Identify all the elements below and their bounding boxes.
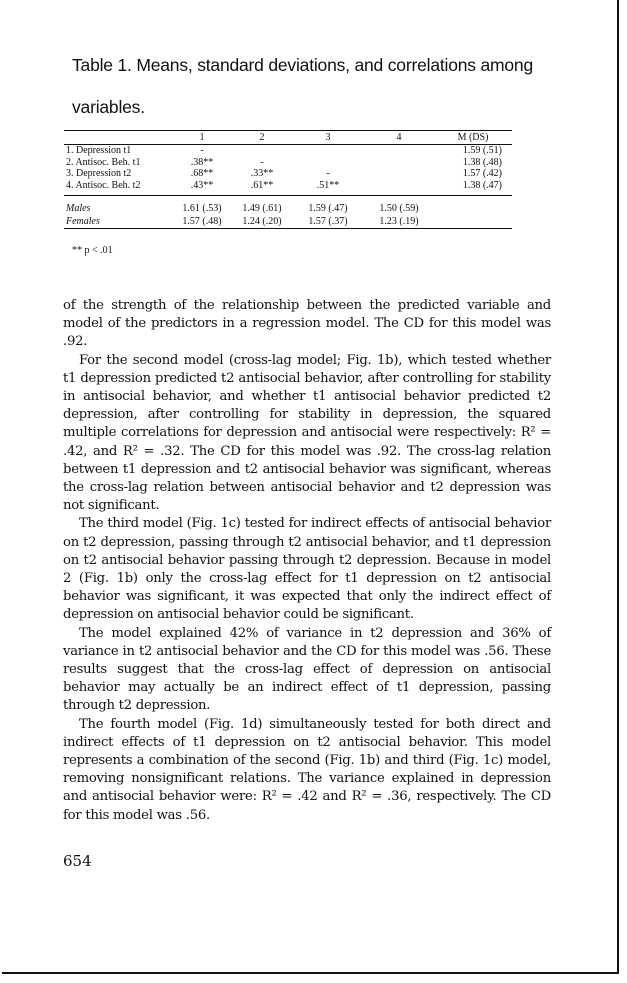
cell-value [292, 157, 364, 169]
cell-value: .43** [172, 180, 232, 196]
header-cell-mean-sd: M (DS) [434, 131, 512, 145]
table-row-group [64, 215, 512, 229]
group-cell: 1.57 (.48) [172, 215, 232, 229]
correlation-table [64, 130, 512, 229]
paragraph: The fourth model (Fig. 1d) simultaneously tested for both direct and indirect effects of t1 depression on t2 antisocial behavior. This model represents a combination of the second (Fig. 1b) and third (Fig. 1c) model, removing nonsignificant relations. The variance explained in depression and antisocial behavior were: R² = .42 and R² = .36, respectively. The CD for this model was .56. [63, 716, 551, 823]
table-row [64, 157, 512, 169]
group-cell: 1.61 (.53) [182, 202, 222, 214]
cell-value: - [260, 156, 264, 168]
cell-value [364, 145, 434, 157]
paragraph: of the strength of the relationship between the predicted variable and model of the predictors in a regression model. The CD for this model was .92. [63, 298, 551, 350]
cell-value [364, 168, 434, 180]
row-label: 4. Antisoc. Beh. t2 [64, 180, 172, 196]
paragraph: For the second model (cross-lag model; Fig. 1b), which tested whether t1 depression predicted t2 antisocial behavior, after controlling for stability in antisocial behavior, and whether t1 antisocial behavior predicted t2 depression, after controlling for stability in depression, the squared multiple correlations for depression and antisocial were respectively: R² = .42, and R² = .32. The CD for this model was .92. The cross-lag relation between t1 depression and t2 antisocial behavior was significant, whereas the cross-lag relation between antisocial behavior and t2 depression was not significant. [63, 352, 551, 514]
cell-value [292, 145, 364, 157]
row-label: 1. Depression t1 [66, 145, 132, 156]
table-caption-line-2: variables. [72, 97, 145, 117]
document-page [2, 0, 619, 974]
cell-value: .51** [292, 180, 364, 196]
header-cell-3: 3 [292, 131, 364, 145]
group-cell: 1.50 (.59) [379, 202, 419, 214]
cell-value: - [326, 168, 330, 179]
table-row [64, 180, 512, 196]
cell-mean-sd: 1.38 (.48) [462, 156, 502, 168]
table-row [64, 168, 512, 180]
table-footnote: ** p < .01 [72, 245, 113, 256]
group-cell: 1.24 (.20) [232, 215, 292, 229]
cell-value: .38** [190, 156, 214, 168]
header-cell-2: 2 [232, 131, 292, 145]
table-header-row [64, 131, 512, 145]
table-row-group [64, 202, 512, 215]
group-cell: 1.49 (.61) [242, 202, 282, 214]
table-caption-line-1: Table 1. Means, standard deviations, and correlations among [72, 55, 533, 75]
group-cell: 1.57 (.37) [292, 215, 364, 229]
paragraph: The model explained 42% of variance in t2 depression and 36% of variance in t2 antisocial behavior and the CD for this model was .56. These results suggest that the cross-lag effect of depression on antisocial behavior may actually be an indirect effect of t1 depression, passing through t2 depression. [63, 625, 551, 714]
body-text [63, 297, 551, 825]
cell-value: - [200, 145, 204, 156]
header-cell-label [64, 131, 172, 145]
cell-value [364, 157, 434, 169]
cell-mean-sd: 1.38 (.47) [434, 180, 512, 196]
cell-value: .68** [190, 168, 214, 179]
row-label: 2. Antisoc. Beh. t1 [66, 156, 141, 168]
group-cell: 1.23 (.19) [364, 215, 434, 229]
header-cell-4: 4 [364, 131, 434, 145]
page-number: 654 [63, 852, 92, 870]
cell-mean-sd: 1.57 (.42) [462, 168, 502, 179]
group-label-females: Females [66, 215, 100, 227]
row-label: 3. Depression t2 [66, 168, 132, 179]
cell-value [364, 180, 434, 196]
cell-value: .33** [250, 168, 274, 179]
cell-mean-sd: 1.59 (.51) [462, 145, 502, 156]
table-row [64, 145, 512, 157]
cell-value [232, 145, 292, 157]
group-label-males: Males [66, 202, 91, 214]
paragraph: The third model (Fig. 1c) tested for indirect effects of antisocial behavior on t2 depression, passing through t2 antisocial behavior, and t1 depression on t2 antisocial behavior passing through t2 depression. Because in model 2 (Fig. 1b) only the cross-lag effect for t1 depression on t2 antisocial behavior was significant, it was expected that only the indirect effect of depression on antisocial behavior could be significant. [63, 516, 551, 623]
table-caption [72, 44, 542, 128]
group-cell: 1.59 (.47) [308, 202, 348, 214]
header-cell-1: 1 [172, 131, 232, 145]
cell-value: .61** [232, 180, 292, 196]
